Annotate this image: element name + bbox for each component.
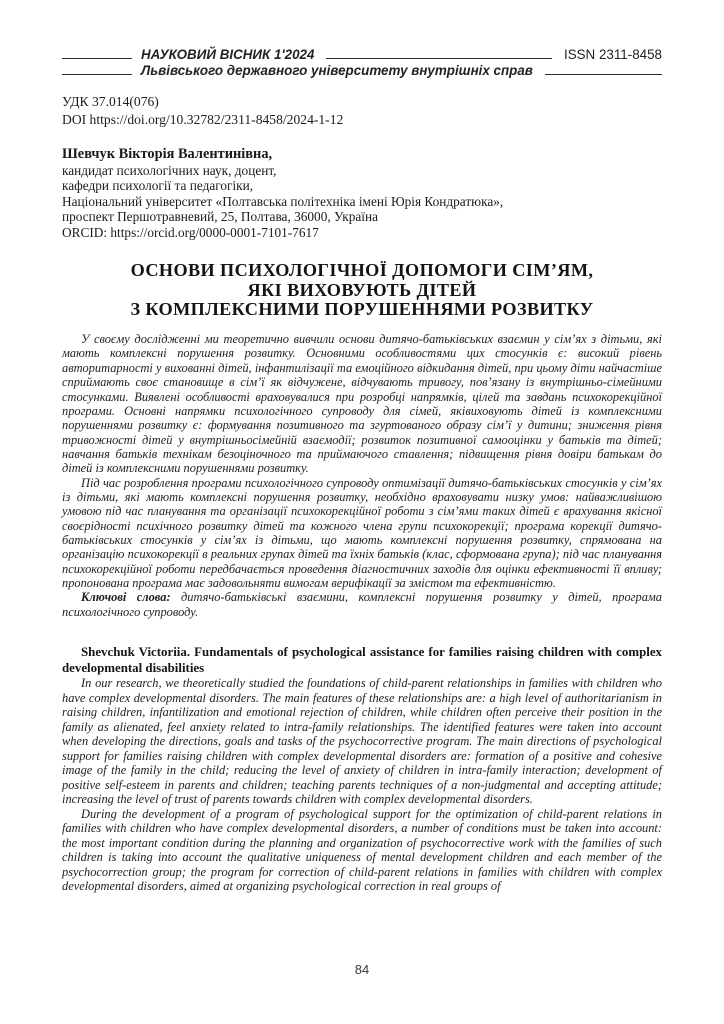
journal-masthead [62,47,662,79]
journal-title: НАУКОВИЙ ВІСНИК 1'2024 [141,47,315,62]
page-number: 84 [354,962,370,977]
article-title-line-1: ОСНОВИ ПСИХОЛОГІЧНОЇ ДОПОМОГИ СІМ’ЯМ, [130,260,594,281]
article-title [62,261,662,320]
author-degree: кандидат психологічних наук, доцент, [62,163,277,178]
keywords-paragraph [62,590,662,619]
masthead-rule-left-top [62,58,132,59]
doi-line: DOI https://doi.org/10.32782/2311-8458/2024-1-12 [62,112,344,127]
masthead-rule-middle-bottom [545,74,662,75]
masthead-rule-middle-top [326,58,552,59]
abstract-uk-paragraph-1: У своєму дослідженні ми теоретично вивчили основи дитячо-батьківських взаємин у сім’ях з дітьми, які мають комплексні порушення розвитку. Основними особливостями цих стосунків є: високий рівень авторитарності у вихованні дітей, інфантилізації та емоційного відкидання дітей, при цьому діти найчастіше сприймають своє становище в сім’ї як відчужене, відчувають тривогу, пов’язану із внутрішньо-сімейними стосунками. Виявлені особливості враховувалися при розробці напрямків, цілей та завдань психокорекційної програми. Основні напрямки психологічного супроводу для сімей, яківиховують дітей із комплексними порушеннями розвитку є: формування позитивного та згуртованого образу сім’ї у дитини; зниження рівня тривожності дітей у внутрішньосімейній взаємодії; розвиток позитивної самооцінки у батьків та дітей; навчання батьків технікам безоціночного та приймаючого ставлення; підвищення рівня довіри батькам до дітей із комплексними порушеннями розвитку. [62,332,662,476]
masthead-row-2 [62,63,662,79]
masthead-rule-left-bottom [62,74,132,75]
article-title-line-2: ЯКІ ВИХОВУЮТЬ ДІТЕЙ [247,279,477,300]
article-title-line-3: З КОМПЛЕКСНИМИ ПОРУШЕННЯМИ РОЗВИТКУ [130,299,594,320]
author-address: проспект Першотравневий, 25, Полтава, 36000, Україна [62,209,378,225]
author-department: кафедри психології та педагогіки, [62,178,254,194]
keywords-label: Ключові слова: [81,590,171,605]
author-orcid: ORCID: https://orcid.org/0000-0001-7101-7617 [62,224,319,240]
journal-subtitle: Львівського державного університету внутрішніх справ [141,63,533,78]
abstract-english [62,645,662,894]
masthead-row-1 [62,47,662,63]
abstract-uk-paragraph-2: Під час розроблення програми психологічного супроводу оптимізації дитячо-батьківських стосунків у сім’ях із дітьми, які мають комплексні порушення розвитку, необхідно враховувати низку умов: найважливішою умовою під час планування та організації психокорекційної роботи з сім’ями таких дітей є врахування якісної своєрідності психічного розвитку дітей та кожного члена групи психокорекції; програма корекції дитячо-батьківських стосунків у сім’ях із дітьми, що мають комплексні порушення розвитку, спрямована на організацію психокорекції в реальних групах дітей та їхніх батьків (клас, сформована група); під час планування психокорекційної роботи передбачається проведення діагностичних заходів для оцінки ефективності її впливу; пропонована програма має задовольняти вимогам верифікації за змістом та ефективністю. [62,475,662,590]
keywords-text: дитячо-батьківські взаємини, комплексні порушення розвитку у дітей, програма психологічного супроводу. [62,590,663,619]
author-university: Національний університет «Полтавська політехніка імені Юрія Кондратюка», [62,193,504,209]
issn-label: ISSN 2311-8458 [563,47,662,62]
abstract-ukrainian [62,332,662,619]
abstract-en-paragraph-2: During the development of a program of psychological support for the optimization of child-parent relations in families with children who have complex developmental disorders, a number of conditions must be taken into account: the most important condition during the planning and organization of psychocorrective work with the families of such children is taking into account the qualitative uniqueness of mental development children and each member of the psychocorrection group; the program for correction of child-parent relations in families with children with complex developmental disorders, aimed at organizing psychological correction in real groups of [62,806,662,894]
abstract-en-paragraph-1: In our research, we theoretically studied the foundations of child-parent relationships in families with children who have complex developmental disorders. The main features of these relationships are: a high level of authoritarianism in raising children, infantilization and emotional rejection of children, while children often perceive their position in the family as alienated, feel anxiety related to intra-family relationships. The identified features were taken into account when developing the directions, goals and tasks of the psychocorrective program. The main directions of psychological support for families raising children with complex developmental disorders are: formation of a positive and cohesive image of the family in the child; reducing the level of anxiety of children in intra-family interaction; development of positive self-esteem in parents and children; teaching parents techniques of a non-judgmental and accepting attitude; increasing the level of trust of parents towards children with complex developmental disorders. [62,676,662,807]
abstract-en-heading: Shevchuk Victoriia. Fundamentals of psychological assistance for families raising children with complex developmental disabilities [62,645,662,675]
udc-code: УДК 37.014(076) [62,94,159,109]
author-block [62,146,662,240]
author-name: Шевчук Вікторія Валентинівна, [62,146,273,162]
